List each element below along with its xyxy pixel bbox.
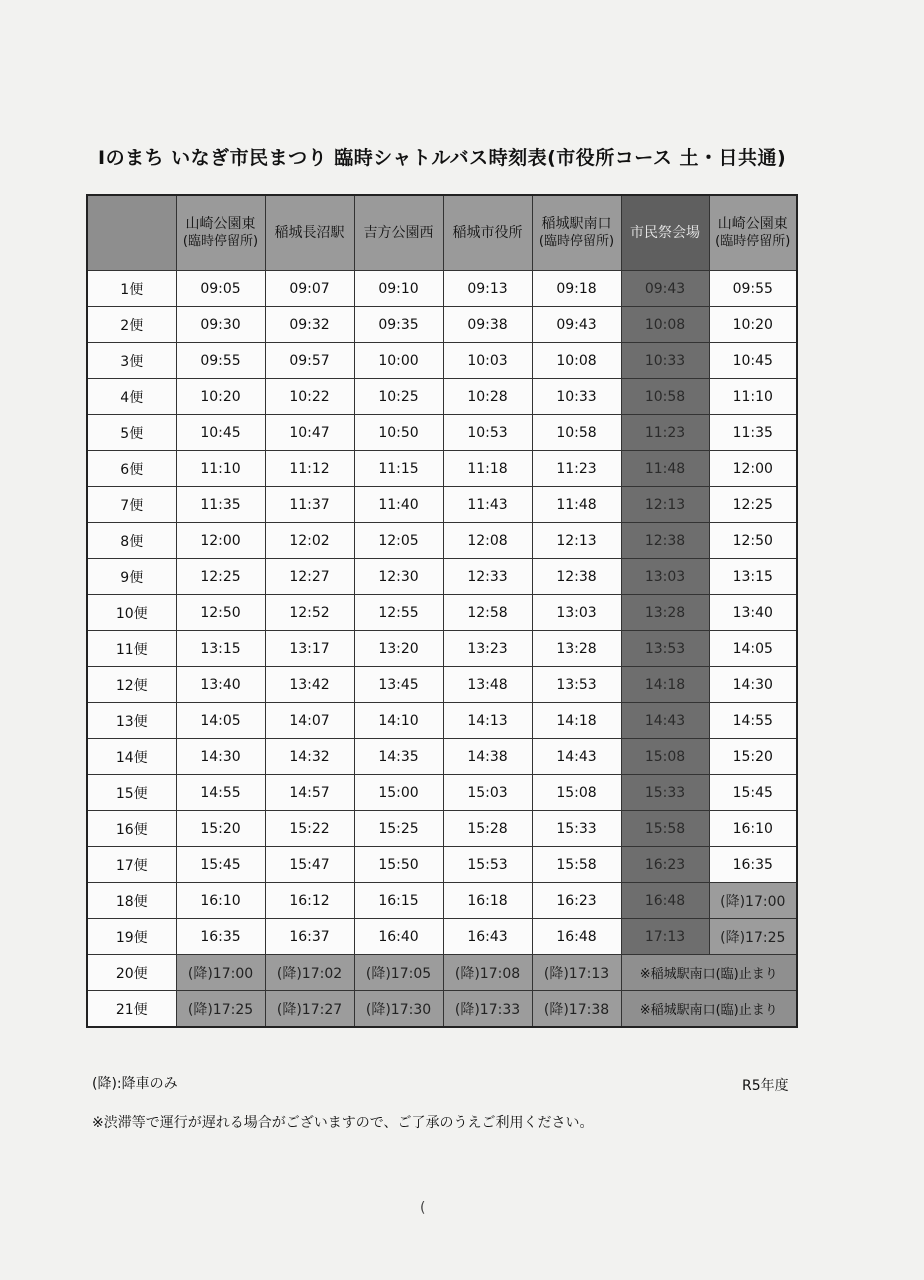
fiscal-year: R5年度 — [742, 1078, 789, 1094]
table-row — [87, 703, 797, 739]
stop-name: 山崎公園東 — [185, 216, 256, 232]
trip-label: 21便 — [87, 991, 176, 1028]
timetable — [86, 194, 798, 1028]
time-cell: 14:18 — [621, 667, 709, 703]
trip-label: 9便 — [87, 559, 176, 595]
time-cell: 12:38 — [532, 559, 621, 595]
terminus-note: ※稲城駅南口(臨)止まり — [621, 955, 797, 991]
time-cell: 14:55 — [176, 775, 265, 811]
trip-label: 3便 — [87, 343, 176, 379]
header-stop — [621, 195, 709, 271]
time-cell: 13:53 — [532, 667, 621, 703]
table-row — [87, 631, 797, 667]
table-row — [87, 883, 797, 919]
time-cell: 14:30 — [176, 739, 265, 775]
time-cell: 11:10 — [176, 451, 265, 487]
trip-label: 4便 — [87, 379, 176, 415]
trip-label: 18便 — [87, 883, 176, 919]
stop-name: 稲城市役所 — [452, 224, 523, 241]
trip-label: 11便 — [87, 631, 176, 667]
time-cell: 09:43 — [621, 271, 709, 307]
time-cell: 12:58 — [443, 595, 532, 631]
time-cell: 14:05 — [176, 703, 265, 739]
time-cell: 09:35 — [354, 307, 443, 343]
time-cell: 13:23 — [443, 631, 532, 667]
time-cell: 16:23 — [532, 883, 621, 919]
time-cell: 16:10 — [176, 883, 265, 919]
time-cell: 12:38 — [621, 523, 709, 559]
table-row — [87, 559, 797, 595]
time-cell: 16:15 — [354, 883, 443, 919]
time-cell: (降)17:38 — [532, 991, 621, 1028]
time-cell: 11:12 — [265, 451, 354, 487]
time-cell: 14:13 — [443, 703, 532, 739]
trip-label: 19便 — [87, 919, 176, 955]
time-cell: 11:10 — [709, 379, 797, 415]
table-row — [87, 919, 797, 955]
time-cell: 15:33 — [532, 811, 621, 847]
time-cell: 12:00 — [709, 451, 797, 487]
time-cell: 15:33 — [621, 775, 709, 811]
time-cell: 11:15 — [354, 451, 443, 487]
header-row — [87, 195, 797, 271]
time-cell: 12:55 — [354, 595, 443, 631]
trip-label: 14便 — [87, 739, 176, 775]
time-cell: 11:35 — [709, 415, 797, 451]
time-cell: 12:50 — [709, 523, 797, 559]
time-cell: 11:23 — [621, 415, 709, 451]
time-cell: 10:45 — [709, 343, 797, 379]
table-row — [87, 451, 797, 487]
time-cell: 15:03 — [443, 775, 532, 811]
time-cell: 15:45 — [176, 847, 265, 883]
time-cell: 17:13 — [621, 919, 709, 955]
time-cell: 10:20 — [176, 379, 265, 415]
time-cell: 10:47 — [265, 415, 354, 451]
time-cell: 10:53 — [443, 415, 532, 451]
delay-notice: ※渋滞等で運行が遅れる場合がございますので、ご了承のうえご利用ください。 — [92, 1115, 594, 1131]
table-row — [87, 415, 797, 451]
time-cell: 10:08 — [532, 343, 621, 379]
time-cell: 13:28 — [621, 595, 709, 631]
time-cell: 16:48 — [532, 919, 621, 955]
time-cell: 12:13 — [532, 523, 621, 559]
time-cell: 10:58 — [621, 379, 709, 415]
time-cell: 09:13 — [443, 271, 532, 307]
stop-subtitle: (臨時停留所) — [182, 234, 259, 249]
trip-label: 8便 — [87, 523, 176, 559]
time-cell: 13:03 — [621, 559, 709, 595]
time-cell: 11:48 — [621, 451, 709, 487]
stop-name: 山崎公園東 — [717, 216, 788, 232]
table-row — [87, 667, 797, 703]
time-cell: 14:35 — [354, 739, 443, 775]
table-row — [87, 811, 797, 847]
time-cell: 13:53 — [621, 631, 709, 667]
time-cell: 09:57 — [265, 343, 354, 379]
terminus-note: ※稲城駅南口(臨)止まり — [621, 991, 797, 1028]
time-cell: (降)17:25 — [176, 991, 265, 1028]
table-row — [87, 739, 797, 775]
trip-label: 10便 — [87, 595, 176, 631]
time-cell: 09:18 — [532, 271, 621, 307]
trip-label: 17便 — [87, 847, 176, 883]
time-cell: 11:37 — [265, 487, 354, 523]
time-cell: 15:22 — [265, 811, 354, 847]
time-cell: 16:10 — [709, 811, 797, 847]
time-cell: (降)17:08 — [443, 955, 532, 991]
table-row — [87, 847, 797, 883]
table-row — [87, 775, 797, 811]
time-cell: 12:13 — [621, 487, 709, 523]
time-cell: 16:35 — [176, 919, 265, 955]
time-cell: 13:40 — [709, 595, 797, 631]
stop-subtitle: (臨時停留所) — [538, 234, 615, 249]
time-cell: 10:08 — [621, 307, 709, 343]
stop-name: 市民祭会場 — [630, 224, 700, 241]
time-cell: 15:58 — [532, 847, 621, 883]
time-cell: 10:28 — [443, 379, 532, 415]
header-corner — [87, 195, 176, 271]
time-cell: 16:40 — [354, 919, 443, 955]
time-cell: 15:00 — [354, 775, 443, 811]
table-row — [87, 955, 797, 991]
time-cell: 15:47 — [265, 847, 354, 883]
header-stop — [532, 195, 621, 271]
time-cell: 10:20 — [709, 307, 797, 343]
trip-label: 12便 — [87, 667, 176, 703]
stop-subtitle: (臨時停留所) — [715, 234, 791, 249]
time-cell: 14:07 — [265, 703, 354, 739]
time-cell: (降)17:05 — [354, 955, 443, 991]
trip-label: 6便 — [87, 451, 176, 487]
table-row — [87, 343, 797, 379]
time-cell: 13:03 — [532, 595, 621, 631]
time-cell: 10:45 — [176, 415, 265, 451]
time-cell: 12:52 — [265, 595, 354, 631]
time-cell: 13:40 — [176, 667, 265, 703]
time-cell: 16:37 — [265, 919, 354, 955]
trip-label: 15便 — [87, 775, 176, 811]
table-row — [87, 487, 797, 523]
time-cell: 10:03 — [443, 343, 532, 379]
time-cell: 09:05 — [176, 271, 265, 307]
header-stop — [354, 195, 443, 271]
time-cell: 12:33 — [443, 559, 532, 595]
time-cell: 10:33 — [532, 379, 621, 415]
time-cell: 12:50 — [176, 595, 265, 631]
table-row — [87, 523, 797, 559]
time-cell: 11:48 — [532, 487, 621, 523]
time-cell: 12:02 — [265, 523, 354, 559]
time-cell: 13:15 — [709, 559, 797, 595]
time-cell: 14:55 — [709, 703, 797, 739]
time-cell: 14:38 — [443, 739, 532, 775]
time-cell: 11:43 — [443, 487, 532, 523]
time-cell: 13:28 — [532, 631, 621, 667]
time-cell: 09:43 — [532, 307, 621, 343]
time-cell: 11:18 — [443, 451, 532, 487]
time-cell: 16:48 — [621, 883, 709, 919]
legend-text: (降):降車のみ — [92, 1076, 178, 1092]
time-cell: (降)17:33 — [443, 991, 532, 1028]
time-cell: 13:45 — [354, 667, 443, 703]
trip-label: 13便 — [87, 703, 176, 739]
time-cell: 15:45 — [709, 775, 797, 811]
time-cell: 13:20 — [354, 631, 443, 667]
stop-name: 吉方公園西 — [363, 224, 434, 241]
page-mark: ( — [420, 1200, 426, 1216]
time-cell: 15:28 — [443, 811, 532, 847]
time-cell: 14:30 — [709, 667, 797, 703]
time-cell: 11:40 — [354, 487, 443, 523]
time-cell: 14:18 — [532, 703, 621, 739]
table-row — [87, 595, 797, 631]
time-cell: 09:55 — [709, 271, 797, 307]
time-cell: 12:27 — [265, 559, 354, 595]
header-stop — [265, 195, 354, 271]
time-cell: 15:08 — [621, 739, 709, 775]
time-cell: 10:58 — [532, 415, 621, 451]
time-cell: 14:43 — [532, 739, 621, 775]
time-cell: (降)17:02 — [265, 955, 354, 991]
time-cell: 16:23 — [621, 847, 709, 883]
time-cell: 13:48 — [443, 667, 532, 703]
time-cell: 15:50 — [354, 847, 443, 883]
time-cell: 09:10 — [354, 271, 443, 307]
time-cell: 14:32 — [265, 739, 354, 775]
header-stop — [176, 195, 265, 271]
time-cell: (降)17:25 — [709, 919, 797, 955]
time-cell: (降)17:30 — [354, 991, 443, 1028]
time-cell: 12:30 — [354, 559, 443, 595]
time-cell: 15:20 — [176, 811, 265, 847]
time-cell: (降)17:13 — [532, 955, 621, 991]
time-cell: 10:22 — [265, 379, 354, 415]
trip-label: 20便 — [87, 955, 176, 991]
trip-label: 7便 — [87, 487, 176, 523]
stop-name: 稲城駅南口 — [541, 216, 612, 232]
time-cell: 12:00 — [176, 523, 265, 559]
time-cell: 15:08 — [532, 775, 621, 811]
time-cell: (降)17:00 — [176, 955, 265, 991]
time-cell: 14:05 — [709, 631, 797, 667]
time-cell: 15:58 — [621, 811, 709, 847]
trip-label: 1便 — [87, 271, 176, 307]
time-cell: 16:35 — [709, 847, 797, 883]
table-row — [87, 307, 797, 343]
time-cell: 12:08 — [443, 523, 532, 559]
time-cell: 11:35 — [176, 487, 265, 523]
table-row — [87, 379, 797, 415]
time-cell: 16:18 — [443, 883, 532, 919]
time-cell: 10:00 — [354, 343, 443, 379]
time-cell: 14:43 — [621, 703, 709, 739]
time-cell: 09:30 — [176, 307, 265, 343]
trip-label: 2便 — [87, 307, 176, 343]
time-cell: (降)17:00 — [709, 883, 797, 919]
time-cell: 15:20 — [709, 739, 797, 775]
time-cell: 09:07 — [265, 271, 354, 307]
trip-label: 5便 — [87, 415, 176, 451]
table-row — [87, 991, 797, 1028]
page-title: Iのまち いなぎ市民まつり 臨時シャトルバス時刻表(市役所コース 土・日共通) — [98, 147, 787, 169]
table-row — [87, 271, 797, 307]
time-cell: 13:42 — [265, 667, 354, 703]
time-cell: 09:55 — [176, 343, 265, 379]
time-cell: 09:32 — [265, 307, 354, 343]
time-cell: 12:25 — [709, 487, 797, 523]
time-cell: 16:12 — [265, 883, 354, 919]
time-cell: 11:23 — [532, 451, 621, 487]
time-cell: 15:25 — [354, 811, 443, 847]
time-cell: 15:53 — [443, 847, 532, 883]
time-cell: 09:38 — [443, 307, 532, 343]
time-cell: 10:33 — [621, 343, 709, 379]
time-cell: 13:17 — [265, 631, 354, 667]
trip-label: 16便 — [87, 811, 176, 847]
time-cell: 12:05 — [354, 523, 443, 559]
time-cell: 10:25 — [354, 379, 443, 415]
header-stop — [709, 195, 797, 271]
header-stop — [443, 195, 532, 271]
time-cell: 13:15 — [176, 631, 265, 667]
time-cell: 14:10 — [354, 703, 443, 739]
time-cell: 12:25 — [176, 559, 265, 595]
time-cell: 10:50 — [354, 415, 443, 451]
time-cell: (降)17:27 — [265, 991, 354, 1028]
time-cell: 14:57 — [265, 775, 354, 811]
time-cell: 16:43 — [443, 919, 532, 955]
stop-name: 稲城長沼駅 — [274, 224, 345, 241]
